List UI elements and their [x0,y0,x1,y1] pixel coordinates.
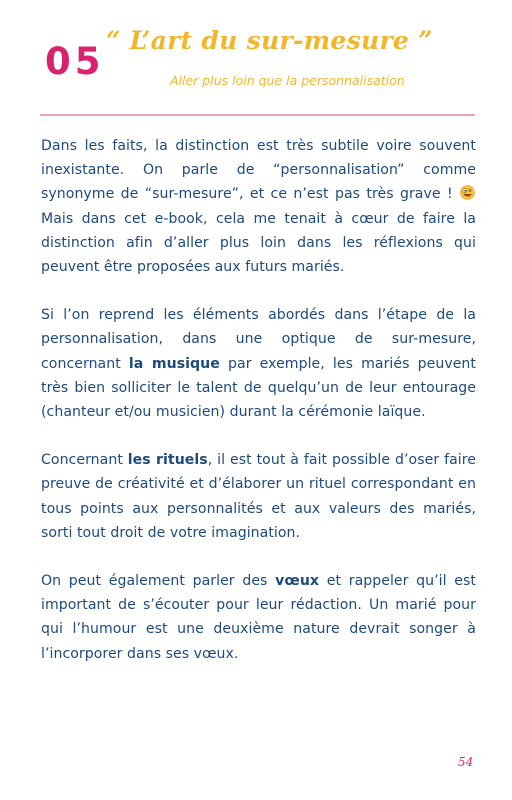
paragraph-3-highlight: les rituels [127,452,208,469]
paragraph-4 [41,569,476,666]
chapter-title: “ L’art du sur-mesure ” [106,26,433,55]
paragraph-2-text-before: Si l’on reprend les éléments abordés dans l’étape de la personnalisation, dans une optique de sur-mesure, concernant [41,307,476,372]
paragraph-2-text-after: par exemple, les mariés peuvent très bien solliciter le talent de quelqu’un de leur entourage (chanteur et/ou musicien) durant la cérémonie laïque. [41,355,476,421]
paragraph-1 [41,134,476,279]
paragraph-1-text-after: Mais dans cet e-book, cela me tenait à cœur de faire la distinction afin d’aller plus loin dans les réflexions qui peuvent être proposées aux futurs mariés. [41,210,476,276]
paragraph-3 [41,448,476,545]
paragraph-2-highlight: la musique [128,355,220,372]
chapter-number: 05 [45,40,105,83]
paragraph-1-text-before: Dans les faits, la distinction est très subtile voire souvent inexistante. On parle de “personnalisation” comme synonyme de “sur-mesure”, et ce n’est pas très grave ! [41,138,476,203]
paragraph-4-text-after: et rappeler qu’il est important de s’écouter pour leur rédaction. Un marié pour qui l’humour est une deuxième nature devrait songer à l’incorporer dans ses vœux. [41,573,476,662]
paragraph-2 [41,303,476,424]
paragraph-4-text-before: On peut également parler des [41,573,276,590]
chapter-subtitle: Aller plus loin que la personnalisation [170,73,405,88]
paragraph-3-text-after: , il est tout à fait possible d’oser faire preuve de créativité et d’élaborer un rituel correspondant en tous points aux personnalités et aux valeurs des mariés, sorti tout droit de votre imagination. [41,452,476,541]
page-number: 54 [458,755,474,769]
paragraph-4-highlight: vœux [275,573,320,590]
header-divider [40,114,475,116]
zany-face-icon [460,185,475,200]
body-text [41,134,476,690]
paragraph-3-text-before: Concernant [41,452,128,469]
